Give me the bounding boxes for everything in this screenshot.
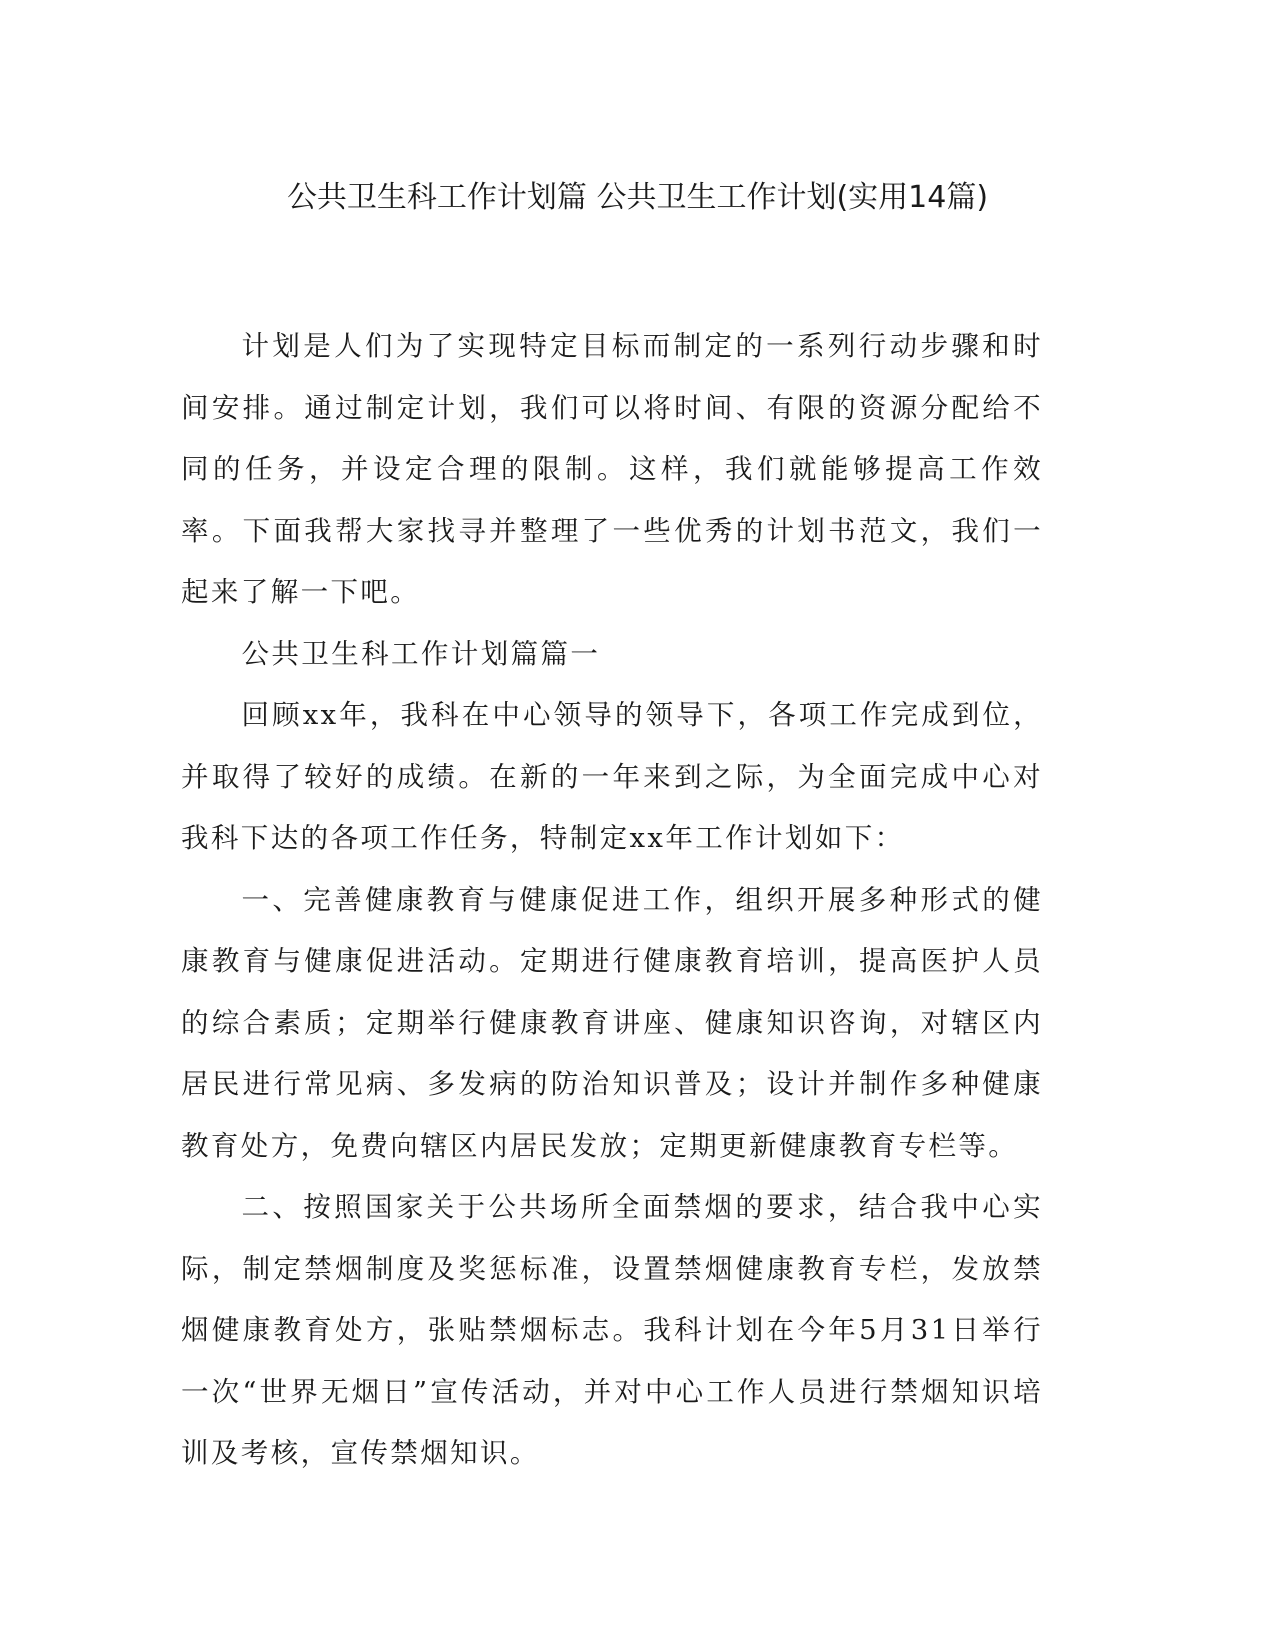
document-title: 公共卫生科工作计划篇 公共卫生工作计划(实用14篇) xyxy=(286,180,989,215)
section-heading: 公共卫生科工作计划篇篇一 xyxy=(241,637,601,670)
document-body xyxy=(181,316,1043,1485)
paragraph-item-one: 一、完善健康教育与健康促进工作，组织开展多种形式的健康教育与健康促进活动。定期进行健康教育培训，提高医护人员的综合素质；定期举行健康教育讲座、健康知识咨询，对辖区内居民进行常见病、多发病的防治知识普及；设计并制作多种健康教育处方，免费向辖区内居民发放；定期更新健康教育专栏等。 xyxy=(181,883,1043,1162)
paragraph-item-two: 二、按照国家关于公共场所全面禁烟的要求，结合我中心实际，制定禁烟制度及奖惩标准，设置禁烟健康教育专栏，发放禁烟健康教育处方，张贴禁烟标志。我科计划在今年5月31日举行一次“世界无烟日”宣传活动，并对中心工作人员进行禁烟知识培训及考核，宣传禁烟知识。 xyxy=(181,1191,1043,1469)
paragraph-review: 回顾xx年，我科在中心领导的领导下，各项工作完成到位，并取得了较好的成绩。在新的一年来到之际，为全面完成中心对我科下达的各项工作任务，特制定xx年工作计划如下： xyxy=(181,699,1043,854)
paragraph-intro: 计划是人们为了实现特定目标而制定的一系列行动步骤和时间安排。通过制定计划，我们可以将时间、有限的资源分配给不同的任务，并设定合理的限制。这样，我们就能够提高工作效率。下面我帮大家找寻并整理了一些优秀的计划书范文，我们一起来了解一下吧。 xyxy=(181,330,1043,608)
